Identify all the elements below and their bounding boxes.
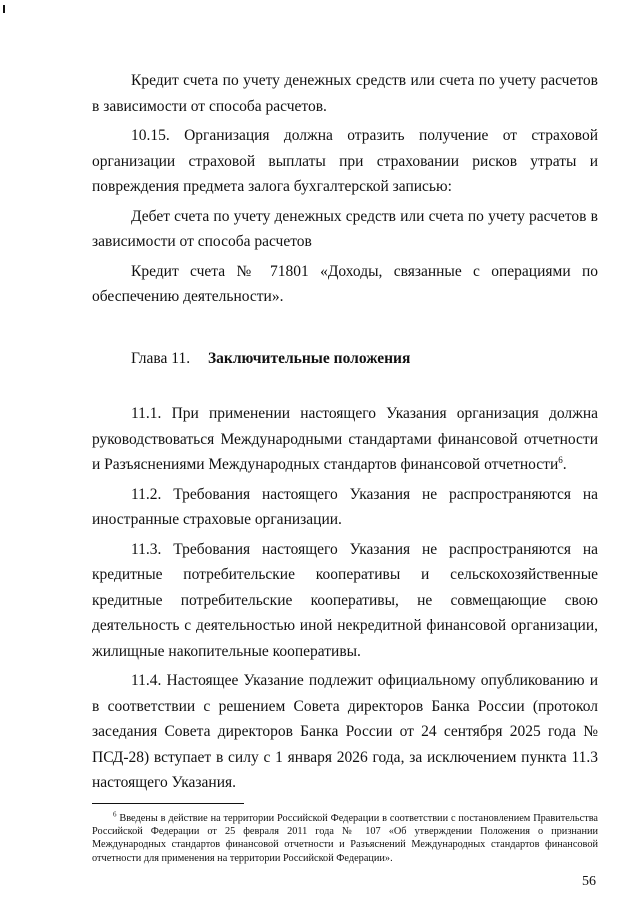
document-body	[92, 68, 598, 800]
footnote-divider	[92, 803, 244, 804]
paragraph-10-15: 10.15. Организация должна отразить получение от страховой организации страховой выплаты при страховании рисков утраты и повреждения предмета залога бухгалтерской записью:	[92, 127, 598, 195]
paragraph-debit-account: Дебет счета по учету денежных средств или счета по учету расчетов в зависимости от способа расчетов	[92, 207, 598, 250]
page-number: 56	[582, 874, 596, 889]
chapter-heading	[92, 346, 598, 372]
footnote-text: Введены в действие на территории Российской Федерации в соответствии с постановлением Правительства Российской Федерации от 25 февраля 2011 года № 107 «Об утверждении Положения о признании Международных стандартов финансовой отчетности и Разъяснений Международных стандартов финансовой отчетности для применения на территории Российской Федерации».	[92, 813, 598, 864]
paragraph-11-2: 11.2. Требования настоящего Указания не распространяются на иностранные страховые организации.	[92, 485, 598, 528]
chapter-number: Глава 11.	[131, 349, 191, 367]
footnote-number: 6	[113, 810, 117, 819]
paragraph-11-4: 11.4. Настоящее Указание подлежит официальному опубликованию и в соответствии с решением Совета директоров Банка России (протокол заседания Совета директоров Банка России от 24 сентября 2025 года № ПСД-28) вступает в силу с 1 января 2026 года, за исключением пункта 11.3 настоящего Указания.	[92, 672, 598, 791]
footnote	[92, 812, 598, 865]
paragraph-credit-71801: Кредит счета № 71801 «Доходы, связанные с операциями по обеспечению деятельности».	[92, 262, 598, 305]
paragraph-11-3: 11.3. Требования настоящего Указания не распространяются на кредитные потребительские кооперативы и сельскохозяйственные кредитные потребительские кооперативы, не совмещающие свою деятельность с деятельностью иной некредитной финансовой организации, жилищные накопительные кооперативы.	[92, 540, 598, 660]
scan-mark	[3, 5, 5, 13]
paragraph-11-1-text: 11.1. При применении настоящего Указания организация должна руководствоваться Международными стандартами финансовой отчетности и Разъяснениями Международных стандартов финансовой отчетности	[92, 405, 598, 473]
chapter-title: Заключительные положения	[208, 349, 411, 367]
paragraph-11-1-end: .	[562, 456, 567, 473]
paragraph-11-1	[92, 401, 598, 478]
paragraph-credit-account: Кредит счета по учету денежных средств или счета по учету расчетов в зависимости от способа расчетов.	[92, 72, 598, 115]
footnote-reference: 6	[558, 454, 563, 465]
